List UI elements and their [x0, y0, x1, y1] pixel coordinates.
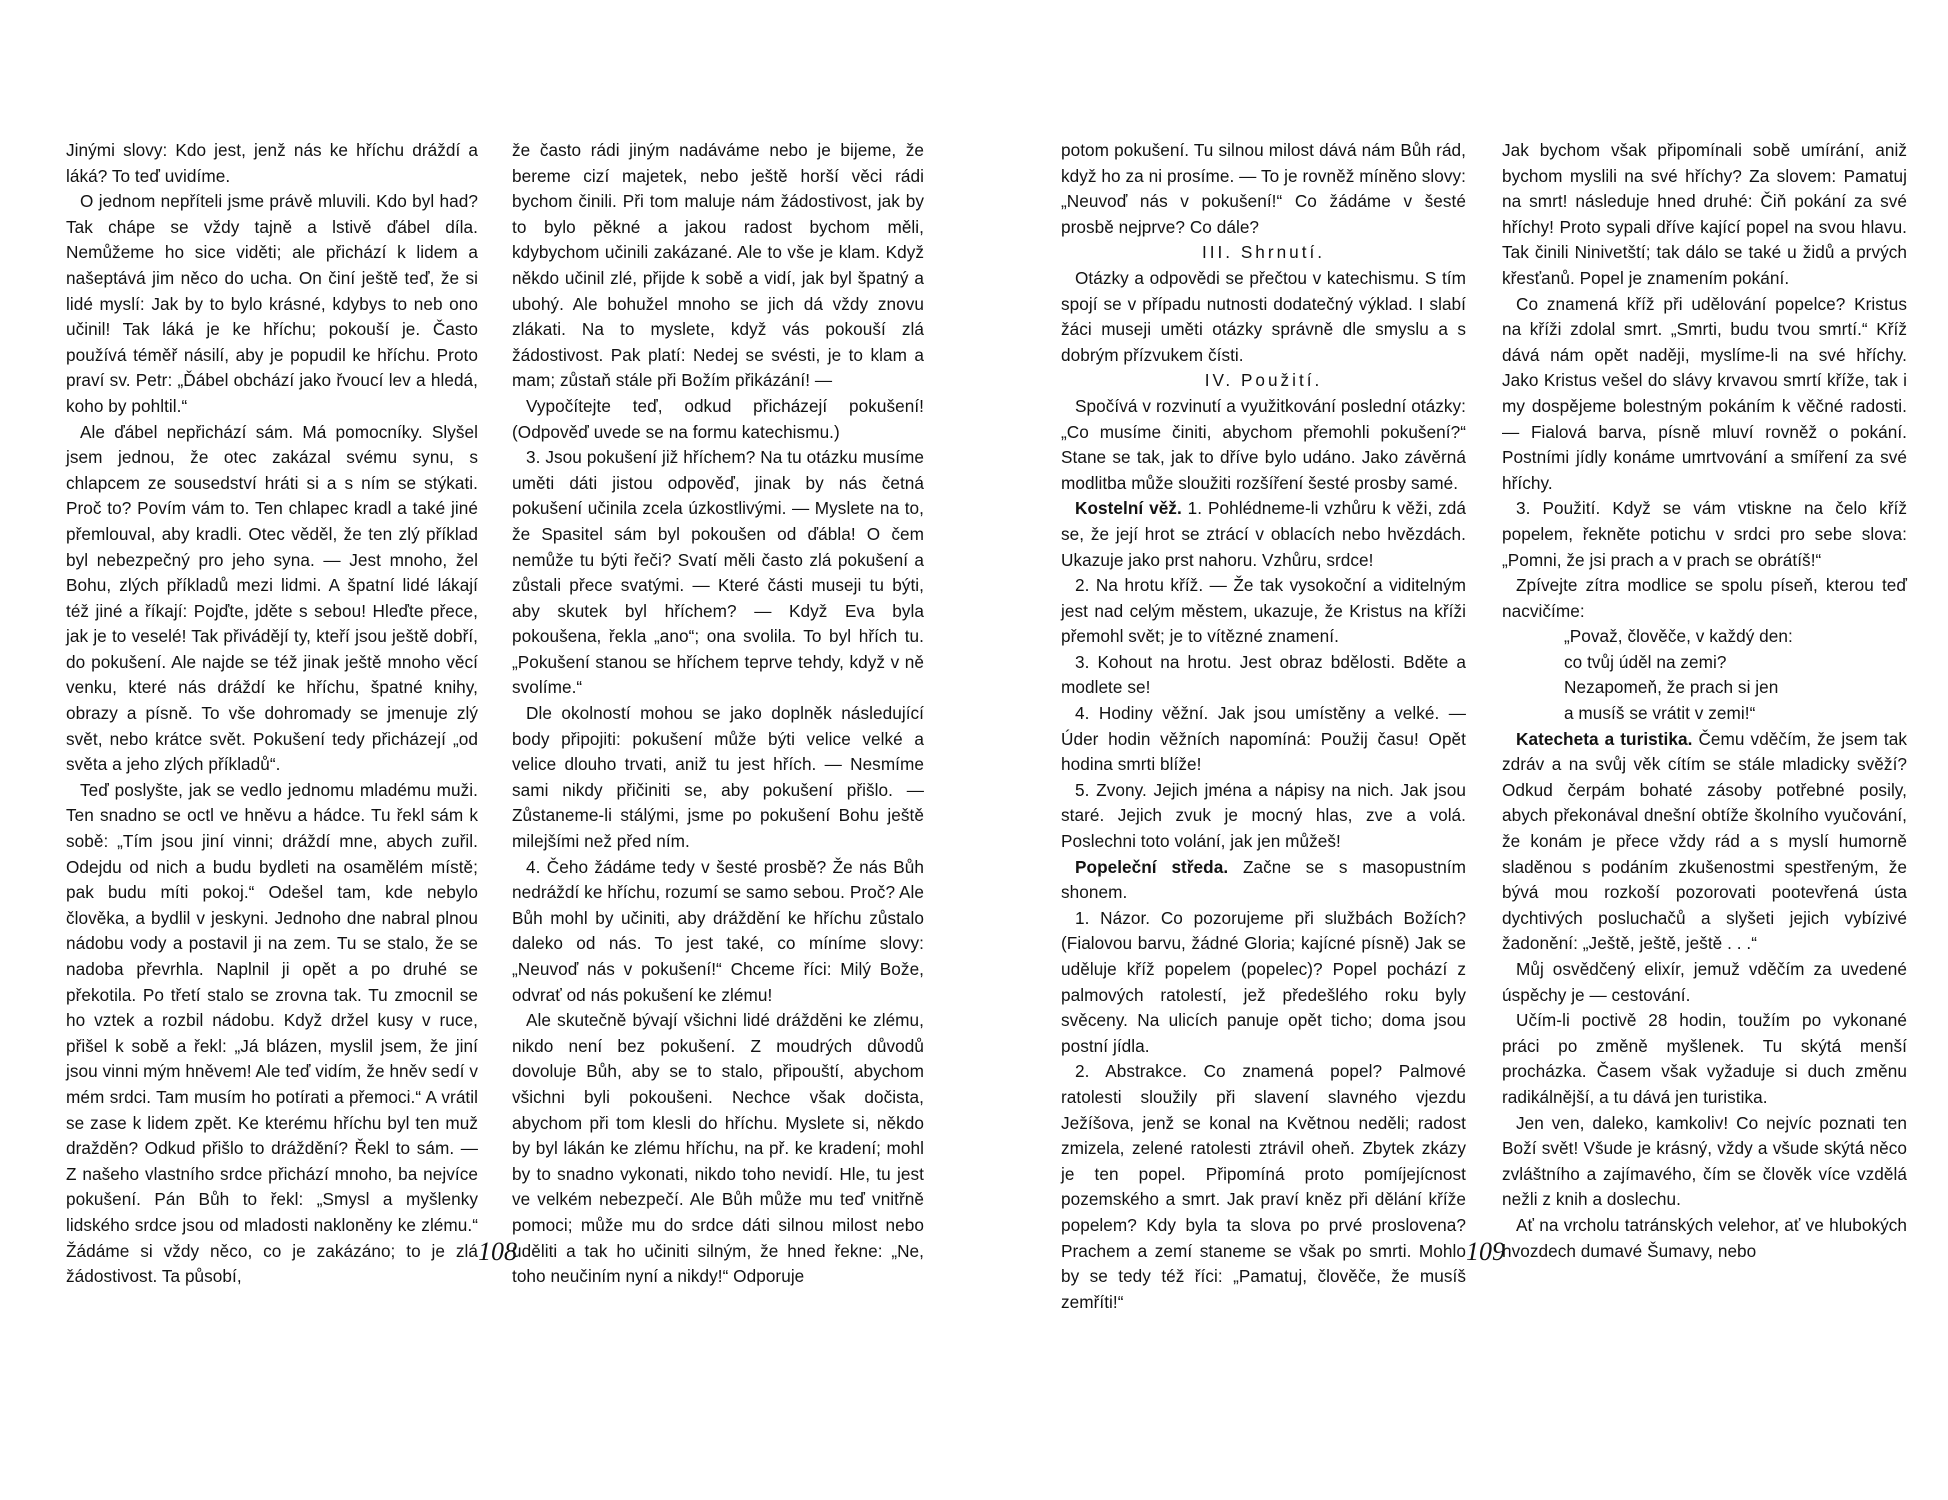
paragraph: 3. Jsou pokušení již hříchem? Na tu otázku musíme uměti dáti jistou odpověď, jinak by nás četná pokušení učinila zcela úzkostlivými. — Myslete na to, že Spasitel sám byl pokoušen od ďábla! O čem nemůže tu býti řeči? Svatí měli často zlá pokušení a zůstali přece svatými. — Které části museji tu býti, aby skutek byl hříchem? — Když Eva byla pokoušena, řekla „ano“; ona svolila. To byl hřích tu. „Pokušení stanou se hříchem teprve tehdy, když v ně svolíme.“	[512, 447, 924, 698]
verse-line: Nezapomeň, že prach si jen	[1564, 677, 1779, 698]
paragraph-lead-heading: Kostelní věž.	[1075, 498, 1182, 519]
paragraph: Ale skutečně bývají všichni lidé drážděni ke zlému, nikdo není bez pokušení. Z moudrých důvodů dovoluje Bůh, aby se to stalo, připouští, abychom všichni byli pokoušeni. Nechce však dočista, abychom při tom klesli do hříchu. Myslete si, někdo by byl lákán ke zlému hříchu, na př. ke kradení; mohl by to snadno vykonati, nikdo toho nevidí. Hle, tu jest ve velkém nebezpečí. Ale Bůh může mu teď vnitřně pomoci; může mu do srdce dáti silnou milost nebo uděliti a tak ho učiniti silným, že hned řekne: „Ne, toho neučiním nyní a nikdy!“ Odporuje	[512, 1010, 924, 1287]
paragraph: Ale ďábel nepřichází sám. Má pomocníky. Slyšel jsem jednou, že otec zakázal svému synu, s chlapcem ze sousedství hráti si a s ním se stýkati. Proč to? Povím vám to. Ten chlapec kradl a také jiné přemlouval, aby kradli. Otec věděl, že ten zlý příklad byl nebezpečný pro jeho syna. — Jest mnoho, žel Bohu, zlých příkladů mezi lidmi. A špatní lidé lákají též jiné a říkají: Pojďte, jděte s sebou! Hleďte přece, jak je to veselé! Tak přivádějí ty, kteří jsou ještě dobří, do pokušení. Ale najde se též jinak ještě mnoho věcí venku, které nás dráždí ke hříchu, špatné knihy, obrazy a písně. To vše dohromady se jmenuje zlý svět, nebo krátce svět. Pokušení tedy přicházejí „od světa a jeho zlých příkladů“.	[66, 421, 478, 775]
verse-line: „Považ, člověče, v každý den:	[1564, 626, 1793, 647]
paragraph: 1. Názor. Co pozorujeme při službách Božích? (Fialovou barvu, žádné Gloria; kajícné písně) Jak se uděluje kříž popelem (popelec)? Popel pochází z palmových ratolestí, jež předešlého roku byly svěceny. Na ulicích panuje opět ticho; doma jsou postní jídla.	[1061, 907, 1466, 1056]
paragraph: Kostelní věž. 1. Pohlédneme-li vzhůru k věži, zdá se, že její hrot se ztrácí v oblacích nebo hvězdách. Ukazuje jako prst nahoru. Vzhůru, srdce!	[1061, 498, 1467, 570]
verse-line: a musíš se vrátit v zemi!“	[1564, 703, 1756, 724]
paragraph: Zpívejte zítra modlice se spolu píseň, kterou teď nacvičíme:	[1502, 575, 1907, 621]
right-page-column-2	[1502, 138, 1907, 1315]
paragraph: O jednom nepříteli jsme právě mluvili. Kdo byl had? Tak chápe se vždy tajně a lstivě ďábel díla. Nemůžeme ho sice viděti; ale přichází k lidem a našeptává jim něco do ucha. On činí ještě teď, že si lidé myslí: Jak by to bylo krásné, kdybys to neb ono učinil! Tak láká je ke hříchu; pokouší je. Často používá téměř násilí, aby je popudil ke hříchu. Proto praví sv. Petr: „Ďábel obchází jako řvoucí lev a hledá, koho by pohltil.“	[66, 191, 478, 416]
paragraph: 2. Na hrotu kříž. — Že tak vysokoční a viditelným jest nad celým městem, ukazuje, že Kristus na kříži přemohl svět; je to vítězné znamení.	[1061, 575, 1466, 647]
paragraph-lead-heading: Popeleční středa.	[1075, 856, 1229, 877]
section-heading: III. Shrnutí.	[1201, 242, 1326, 263]
paragraph: 4. Čeho žádáme tedy v šesté prosbě? Že nás Bůh nedráždí ke hříchu, rozumí se samo sebou. Proč? Ale Bůh mohl by učiniti, aby dráždění ke hříchu zůstalo daleko od nás. To jest také, co míníme slovy: „Neuvoď nás v pokušení!“ Chceme říci: Milý Bože, odvrať od nás pokušení ke zlému!	[512, 856, 924, 1005]
paragraph: Jinými slovy: Kdo jest, jenž nás ke hříchu dráždí a láká? To teď uvidíme.	[66, 140, 478, 186]
paragraph: 3. Použití. Když se vám vtiskne na čelo kříž popelem, řekněte potichu v srdci pro sebe slova: „Pomni, že jsi prach a v prach se obrátíš!“	[1502, 498, 1907, 570]
paragraph: 2. Abstrakce. Co znamená popel? Palmové ratolesti sloužily při slavení slavného vjezdu Ježíšova, jenž se konal na Květnou neděli; radost zmizela, zelené ratolesti ztrávil oheň. Zbytek zkázy je ten popel. Připomíná proto pomíjejícnost pozemského a smrt. Jak praví kněz při dělání kříže popelem? Kdy byla ta slova po prvé proslovena? Prachem a zemí staneme se však po smrti. Mohlo by se tedy též říci: „Pamatuj, člověče, že musíš zemříti!“	[1061, 1061, 1466, 1312]
paragraph: Vypočítejte teď, odkud přicházejí pokušení! (Odpověď uvede se na formu katechismu.)	[512, 395, 924, 442]
paragraph-lead-heading: Katecheta a turistika.	[1516, 728, 1693, 749]
right-page-column-1	[1061, 138, 1466, 1315]
paragraph: Ať na vrcholu tatránských velehor, ať ve hlubokých hvozdech dumavé Šumavy, nebo	[1502, 1214, 1907, 1261]
paragraph: Popeleční středa. Začne se s masopustním shonem.	[1061, 856, 1466, 903]
paragraph: potom pokušení. Tu silnou milost dává nám Bůh rád, když ho za ni prosíme. — To je rovněž míněno slovy: „Neuvoď nás v pokušení!“ Co žádáme v šesté prosbě nejprve? Co dále?	[1061, 140, 1466, 237]
paragraph: 3. Kohout na hrotu. Jest obraz bdělosti. Bděte a modlete se!	[1061, 651, 1466, 698]
paragraph: Dle okolností mohou se jako doplněk následující body připojiti: pokušení může býti velice velké a velice dlouho trvati, aniž tu jest hřích. — Nesmíme sami nikdy přičiniti se, aby pokušení přišlo. — Zůstaneme-li stálými, jsme po pokušení Bohu ještě milejšími než před ním.	[512, 703, 924, 852]
paragraph: Jak bychom však připomínali sobě umírání, aniž bychom myslili na své hříchy? Za slovem: Pamatuj na smrt! následuje hned druhé: Čiň pokání za své hříchy! Proto sypali dříve kající popel na svou hlavu. Tak činili Ninivetští; tak dálo se také u židů a prvých křesťanů. Popel je znamením pokání.	[1502, 140, 1907, 288]
paragraph: 5. Zvony. Jejich jména a nápisy na nich. Jak jsou staré. Jejich zvuk je mocný hlas, zve a volá. Poslechni toto volání, jak jen můžeš!	[1061, 779, 1466, 852]
right-page	[1061, 138, 1907, 1315]
page-number-left: 108	[478, 1237, 517, 1266]
paragraph: že často rádi jiným nadáváme nebo je bijeme, že bereme cizí majetek, nebo ještě horší věci rádi bychom činili. Při tom maluje nám žádostivost, jak by to bylo pěkné a jakou radost bychom měli, kdybychom učinili zakázané. Ale to vše je klam. Když někdo učinil zlé, přijde k sobě a vidí, jak byl špatný a ubohý. Ale bohužel mnoho se jich dá vždy znovu zlákati. Na to myslete, když vás pokouší zlá žádostivost. Pak platí: Nedej se svésti, je to klam a mam; zůstaň stále při Božím přikázání! —	[512, 140, 924, 391]
paragraph: Teď poslyšte, jak se vedlo jednomu mladému muži. Ten snadno se octl ve hněvu a hádce. Tu řekl sám k sobě: „Tím jsou jiní vinni; dráždí mne, abych zuřil. Odejdu od nich a budu bydleti na osamělém místě; pak budu míti pokoj.“ Odešel tam, kde nebylo člověka, a bydlil v jeskyni. Jednoho dne nabral plnou nádobu vody a postavil ji na zem. Tu se stalo, že se nadoba převrhla. Naplnil ji opět a po druhé se překotila. Po třetí stalo se zrovna tak. Tu zmocnil se ho vztek a rozbil nádobu. Když držel kusy v ruce, přišel k sobě a řekl: „Já blázen, myslil jsem, že jiní jsou vinni mým hněvem! Ale teď vidím, že hněv sedí v mém srdci. Tam musím ho potírati a přemoci.“ A vrátil se zase k lidem zpět. Ke kterému hříchu byl ten muž dražděn? Odkud přišlo to dráždění? Řekl to sám. — Z našeho vlastního srdce přichází mnoho, ba nejvíce pokušení. Pán Bůh to řekl: „Smysl a myšlenky lidského srdce jsou od mladosti nakloněny ke zlému.“ Žádáme si vždy něco, co je zakázáno; to je zlá žádostivost. Ta působí,	[66, 779, 478, 1287]
paragraph: Otázky a odpovědi se přečtou v katechismu. S tím spojí se v případu nutnosti dodatečný výklad. I slabí žáci museji uměti otázky správně dle smyslu a s dobrým přízvukem čísti.	[1061, 267, 1466, 365]
page-number-right: 109	[1466, 1237, 1505, 1266]
paragraph: Co znamená kříž při udělování popelce? Kristus na kříži zdolal smrt. „Smrti, budu tvou smrtí.“ Kříž dává nám opět naději, myslíme-li na své hříchy. Jako Kristus vešel do slávy krvavou smrtí kříže, tak i my dospějeme bolestným pokáním k věčné radosti. — Fialová barva, písně mluví rovněž o pokání. Postními jídly konáme umrtvování a smíření za své hříchy.	[1502, 293, 1907, 493]
paragraph: Můj osvědčený elixír, jemuž vděčím za uvedené úspěchy je — cestování.	[1502, 959, 1907, 1005]
paragraph: Jen ven, daleko, kamkoliv! Co nejvíc poznati ten Boží svět! Všude je krásný, vždy a všude skýtá něco zvláštního a zajímavého, čím se člověk více vzdělá nežli z knih a doslechu.	[1502, 1112, 1907, 1210]
paragraph: Katecheta a turistika. Čemu vděčím, že jsem tak zdráv a na svůj věk cítím se stále mladicky svěží? Odkud čerpám bohaté zásoby potřebné posily, abych překonával dnešní obtíže školního vyučování, že konám je přece vždy rád a s myslí humorně sladěnou s podáním zkušenostmi spestřeným, že bývá mou rozkoší pozorovati pootevřená ústa dychtivých posluchačů a slyšeti jejich vybízivé žadonění: „Ještě, ještě, ještě . . .“	[1502, 728, 1908, 954]
paragraph: Učím-li poctivě 28 hodin, toužím po vykonané práci po změně myšlenek. Tu skýtá menší procházka. Časem však vyžaduje si duch změnu radikálnější, a tu dává jen turistika.	[1502, 1010, 1907, 1107]
left-page-column-2	[512, 138, 924, 1290]
left-page	[66, 138, 924, 1290]
section-heading: IV. Použití.	[1204, 370, 1323, 391]
left-page-column-1	[66, 138, 478, 1290]
paragraph: 4. Hodiny věžní. Jak jsou umístěny a velké. — Úder hodin věžních napomíná: Použij času! Opět hodina smrti blíže!	[1061, 703, 1466, 775]
paragraph: Spočívá v rozvinutí a využitkování poslední otázky: „Co musíme činiti, abychom přemohli pokušení?“ Stane se tak, jak to dříve bylo udáno. Jako závěrná modlitba může sloužiti rozšíření šesté prosby samé.	[1061, 395, 1466, 493]
verse-line: co tvůj úděl na zemi?	[1564, 651, 1727, 672]
